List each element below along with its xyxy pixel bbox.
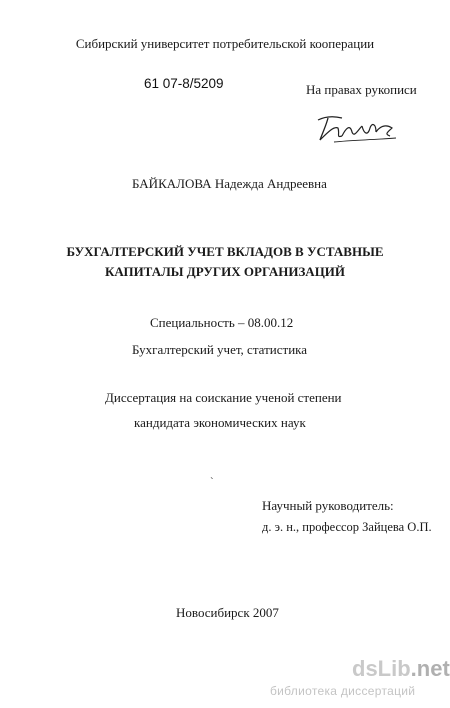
degree-statement-line-2: кандидата экономических наук — [134, 415, 306, 430]
specialty-field: Бухгалтерский учет, статистика — [132, 342, 308, 357]
watermark-logo — [352, 656, 450, 682]
city-year: Новосибирск 2007 — [176, 605, 279, 620]
specialty: Специальность – 08.00.12 — [150, 315, 294, 330]
watermark-caption: библиотека диссертаций — [270, 684, 416, 698]
handwritten-signature — [312, 110, 402, 151]
registry-code: 61 07-8/5209 — [144, 76, 224, 91]
watermark-logo-domain: .net — [410, 656, 450, 681]
manuscript-rights-note: На правах рукописи — [306, 82, 417, 97]
advisor-label: Научный руководитель: — [262, 498, 394, 513]
scan-mark: ` — [210, 476, 214, 488]
thesis-title-line-1: БУХГАЛТЕРСКИЙ УЧЕТ ВКЛАДОВ В УСТАВНЫЕ — [66, 244, 384, 259]
thesis-title — [0, 242, 450, 282]
thesis-title-line-2: КАПИТАЛЫ ДРУГИХ ОРГАНИЗАЦИЙ — [104, 264, 346, 279]
institution-name: Сибирский университет потребительской кооперации — [75, 36, 375, 51]
author-name: БАЙКАЛОВА Надежда Андреевна — [132, 176, 327, 191]
advisor-name: д. э. н., профессор Зайцева О.П. — [262, 520, 432, 534]
watermark-logo-name: dsLib — [352, 656, 411, 681]
degree-statement-line-1: Диссертация на соискание ученой степени — [105, 390, 342, 405]
